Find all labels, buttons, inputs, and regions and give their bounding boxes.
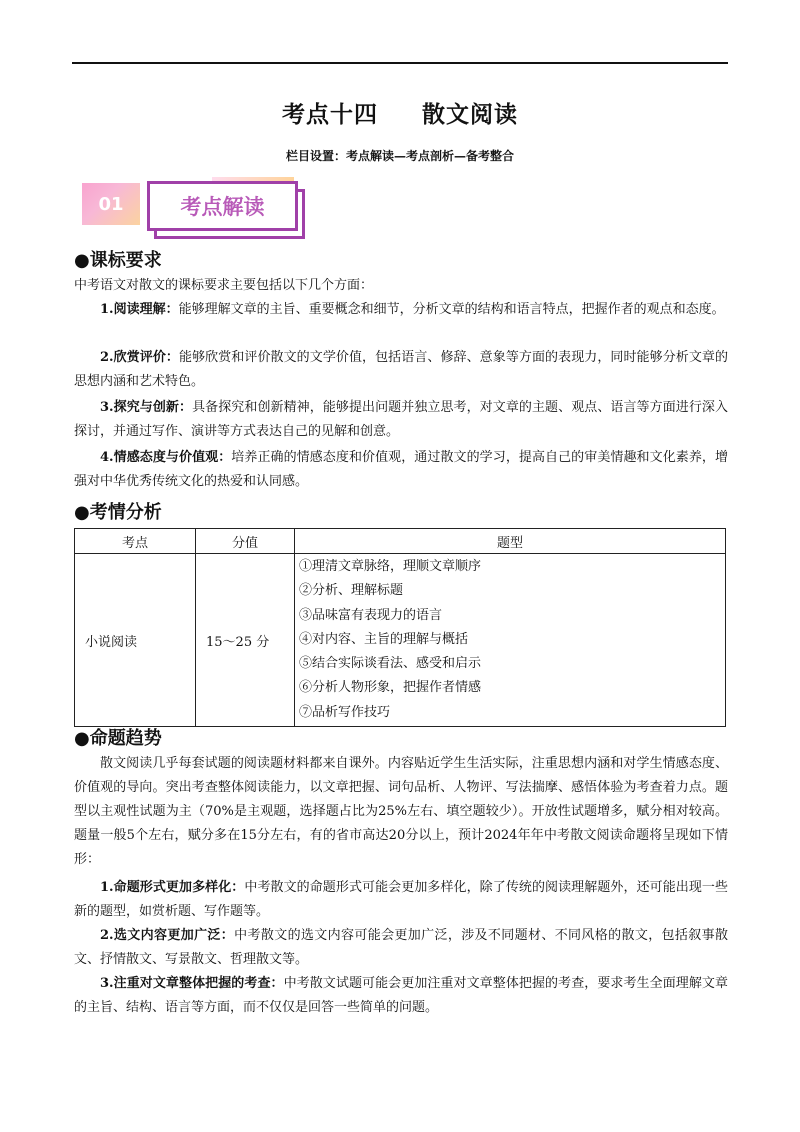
title-part1: 考点十四 [282,102,378,128]
curriculum-item [74,446,728,494]
type-item: ③品味富有表现力的语言 [299,607,443,623]
trend-item [74,876,728,924]
column-setting: 栏目设置：考点解读—考点剖析—备考整合 [285,149,514,163]
type-item: ⑦品析写作技巧 [299,704,391,720]
type-item: ⑤结合实际谈看法、感受和启示 [299,656,482,672]
item-title: 3.探究与创新： [100,400,193,415]
item-title: 3.注重对文章整体把握的考查： [100,976,284,991]
heading-curriculum: ●课标要求 [74,250,162,271]
badge-label: 考点解读 [147,181,298,231]
type-item: ⑥分析人物形象，把握作者情感 [299,680,482,696]
col-header-point: 考点 [75,529,196,554]
item-title: 1.命题形式更加多样化： [100,880,245,895]
page-title [0,96,800,129]
item-text: 能够欣赏和评价散文的文学价值，包括语言、修辞、意象等方面的表现力，同时能够分析文章的思想内涵和艺术特色。 [74,350,728,389]
item-text: 具备探究和创新精神，能够提出问题并独立思考，对文章的主题、观点、语言等方面进行深入探讨，并通过写作、演讲等方式表达自己的见解和创意。 [74,400,728,439]
curriculum-item [74,346,728,394]
item-text: 培养正确的情感态度和价值观，通过散文的学习，提高自己的审美情趣和文化素养，增强对中华优秀传统文化的热爱和认同感。 [74,450,728,489]
item-title: 4.情感态度与价值观： [100,450,232,465]
table-header-row [75,529,726,554]
curriculum-item [74,396,728,444]
cell-score: 15～25 分 [196,554,295,727]
trend-item [74,972,728,1020]
cell-types [295,554,726,727]
table-row [75,554,726,727]
title-part2: 散文阅读 [422,102,518,128]
item-text: 中考散文试题可能会更加注重对文章整体把握的考查，要求考生全面理解文章的主旨、结构、语言等方面，而不仅仅是回答一些简单的问题。 [74,976,728,1015]
trend-item [74,924,728,972]
curriculum-intro: 中考语文对散文的课标要求主要包括以下几个方面： [74,278,374,293]
item-text: 中考散文的选文内容可能会更加广泛，涉及不同题材、不同风格的散文，包括叙事散文、抒情散文、写景散文、哲理散文等。 [74,928,728,967]
badge-number: 01 [82,183,140,225]
item-title: 1.阅读理解： [100,302,179,317]
cell-point: 小说阅读 [75,554,196,727]
top-rule [72,62,728,64]
item-title: 2.选文内容更加广泛： [100,928,235,943]
col-header-score: 分值 [196,529,295,554]
curriculum-item [74,298,728,322]
section-badge [82,177,302,237]
type-item: ①理清文章脉络，理顺文章顺序 [299,559,482,574]
item-title: 2.欣赏评价： [100,350,180,365]
exam-analysis-table [74,528,726,727]
type-item: ②分析、理解标题 [299,583,404,599]
item-text: 中考散文的命题形式可能会更加多样化，除了传统的阅读理解题外，还可能出现一些新的题型，如赏析题、写作题等。 [74,880,728,919]
trend-intro: 散文阅读几乎每套试题的阅读题材料都来自课外。内容贴近学生生活实际，注重思想内涵和对学生情感态度、价值观的导向。突出考查整体阅读能力，以文章把握、词句品析、人物评、写法揣摩、感悟体验为考查着力点。题型以主观性试题为主（70%是主观题，选择题占比为25%左右、填空题较少）。开放性试题增多，赋分相对较高。题量一般5个左右，赋分多在15分左右，有的省市高达20分以上，预计2024年年中考散文阅读命题将呈现如下情形： [74,756,728,867]
item-text: 能够理解文章的主旨、重要概念和细节，分析文章的结构和语言特点，把握作者的观点和态度。 [178,302,725,317]
heading-trend: ●命题趋势 [74,728,162,749]
col-header-type: 题型 [295,529,726,554]
heading-exam-analysis: ●考情分析 [74,502,162,523]
type-item: ④对内容、主旨的理解与概括 [299,631,469,647]
